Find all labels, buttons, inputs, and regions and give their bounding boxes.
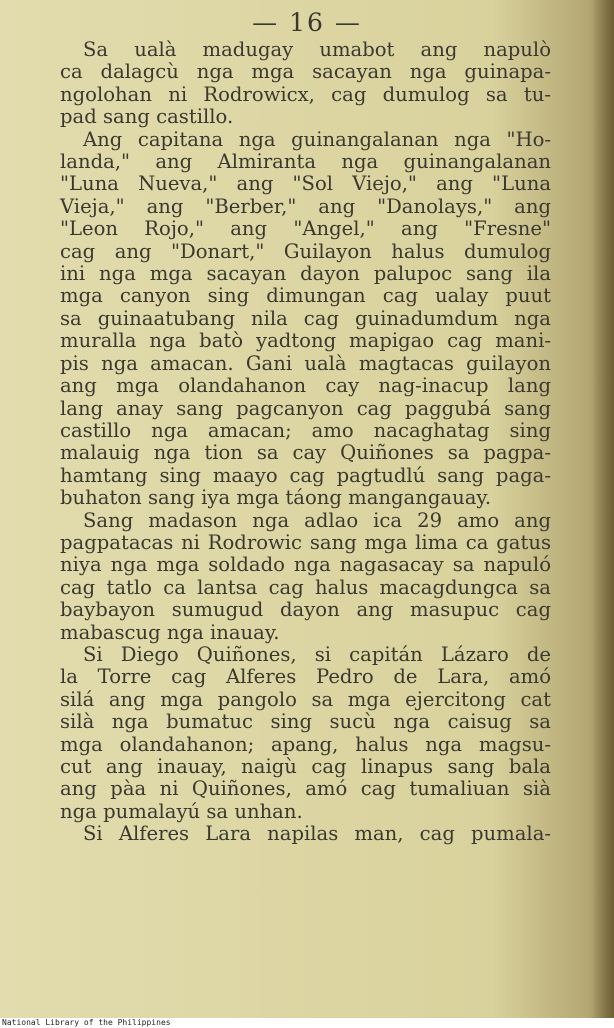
body-text: [60, 39, 551, 846]
text-line: buhaton sang iya mga táong mangangauay.: [60, 486, 492, 510]
page-edge-shadow: [592, 0, 614, 1018]
text-line: sa guinaatubang nila cag guinadumdum nga: [60, 306, 551, 330]
footer-bar: [0, 1018, 614, 1028]
text-line: baybayon sumugud dayon ang masupuc cag: [60, 598, 551, 622]
text-line: nga pumalayú sa unhan.: [60, 799, 303, 823]
text-line: malauig nga tion sa cay Quiñones sa pagpa-: [60, 441, 551, 465]
text-line: Sa ualà madugay umabot ang napulò: [83, 38, 551, 61]
text-line: mga olandahanon; apang, halus nga magsu-: [60, 732, 551, 756]
text-line: silá ang mga pangolo sa mga ejercitong cat: [60, 687, 551, 711]
footer-credit: National Library of the Philippines: [2, 1018, 171, 1027]
text-line: Vieja," ang "Berber," ang "Danolays," ang: [60, 194, 551, 218]
text-line: Sang madason nga adlao ica 29 amo ang: [83, 508, 551, 532]
text-line: cut ang inauay, naigù cag linapus sang bala: [60, 755, 551, 778]
text-line: pagpatacas ni Rodrowic sang mga lima ca gatus: [60, 530, 551, 554]
text-line: cag ang "Donart," Guilayon halus dumulog: [60, 239, 551, 263]
text-line: ngolohan ni Rodrowicx, cag dumulog sa tu-: [60, 82, 551, 106]
text-line: pis nga amacan. Gani ualà magtacas guilayon: [60, 351, 551, 375]
text-line: pad sang castillo.: [60, 105, 234, 129]
text-line: mga canyon sing dimungan cag ualay puut: [60, 284, 551, 308]
text-line: Si Alferes Lara napilas man, cag pumala-: [83, 822, 551, 846]
text-line: la Torre cag Alferes Pedro de Lara, amó: [60, 665, 551, 689]
text-line: hamtang sing maayo cag pagtudlú sang paga-: [60, 463, 551, 487]
text-line: mabascug nga inauay.: [60, 620, 280, 644]
text-line: "Luna Nueva," ang "Sol Viejo," ang "Luna: [60, 172, 551, 196]
text-line: ang pàa ni Quiñones, amó cag tumaliuan sià: [60, 777, 551, 801]
text-line: ca dalagcù nga mga sacayan nga guinapa-: [60, 60, 551, 84]
text-line: landa," ang Almiranta nga guinangalanan: [60, 150, 551, 174]
text-line: cag tatlo ca lantsa cag halus macagdungca sa: [60, 575, 551, 599]
text-line: ang mga olandahanon cay nag-inacup lang: [60, 374, 551, 398]
text-line: "Leon Rojo," ang "Angel," ang "Fresne": [60, 217, 551, 241]
text-line: niya nga mga soldado nga nagasacay sa napuló: [60, 553, 551, 577]
text-line: Si Diego Quiñones, si capitán Lázaro de: [83, 642, 551, 666]
text-line: muralla nga batò yadtong mapigao cag mani-: [60, 329, 551, 353]
text-line: silà nga bumatuc sing sucù nga caisug sa: [60, 710, 551, 734]
text-line: lang anay sang pagcanyon cag paggubá sang: [60, 396, 551, 420]
page-number: — 16 —: [252, 8, 362, 37]
text-line: Ang capitana nga guinangalanan nga "Ho-: [83, 127, 551, 151]
text-line: ini nga mga sacayan dayon palupoc sang ila: [60, 262, 551, 286]
text-line: castillo nga amacan; amo nacaghatag sing: [60, 418, 551, 442]
